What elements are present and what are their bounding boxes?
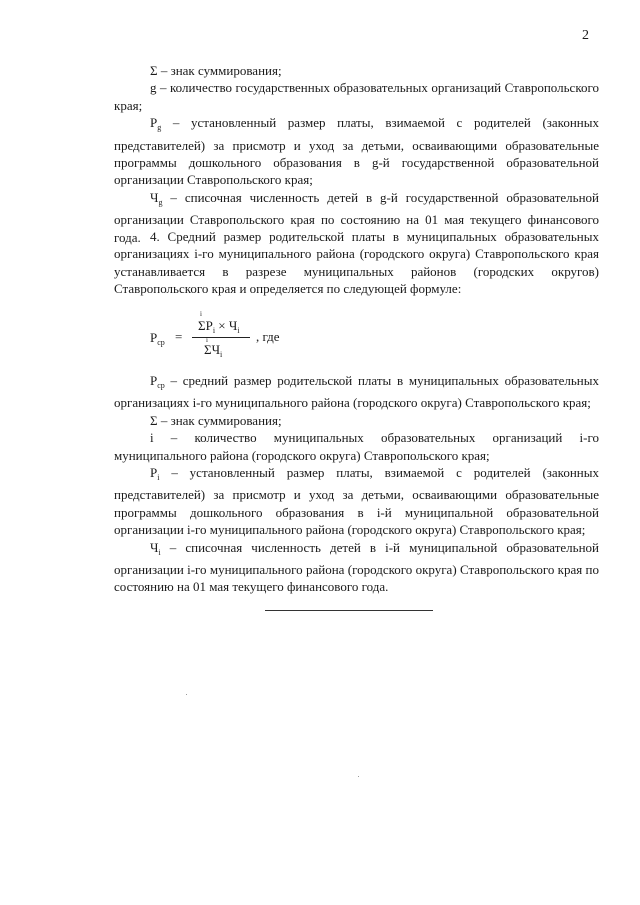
formula-equals: = xyxy=(175,329,183,344)
formula xyxy=(150,310,350,360)
page-number: 2 xyxy=(582,28,589,43)
def-g: g – количество государственных образовательных организаций Ставропольского края; xyxy=(114,80,599,113)
scan-speck xyxy=(358,776,359,777)
def-chi: $Ч_i$ – списочная численность детей в i-й муниципальной образовательной организации i-го муниципального района (городского округа) Ставропольского края по состоянию на 01 мая текущего финансового года. xyxy=(114,539,599,595)
definitions-block-2 xyxy=(114,372,599,596)
scan-speck xyxy=(186,694,187,695)
def-pg: $P_g$ – установленный размер платы, взимаемой с родителей (законных представителей) за присмотр и уход за детьми, осваивающими образовательные программы дошкольного образования в g-й государственной образовательной организации Ставропольского края; xyxy=(114,115,599,188)
formula-den-sum-index: i xyxy=(206,336,208,344)
formula-suffix: , где xyxy=(256,329,280,344)
def-pcp: $P_{ср}$ – средний размер родительской платы в муниципальных образовательных организациях i-го муниципального района (городского округа) Ставропольского края; xyxy=(114,373,599,411)
end-rule xyxy=(265,610,433,611)
def-sum-2: Σ – знак суммирования; xyxy=(150,412,282,428)
def-chg: $Ч_g$ – списочная численность детей в g-й государственной образовательной организации Ставропольского края по состоянию на 01 мая текущего финансового года. xyxy=(114,189,599,245)
def-sum: Σ – знак суммирования; xyxy=(150,63,282,78)
def-pi: $P_i$ – установленный размер платы, взимаемой с родителей (законных представителей) за присмотр и уход за детьми, осваивающими образовательные программы дошкольного образования в i-й муниципальной образовательной организации i-го муниципального района (городского округа) Ставропольского края; xyxy=(114,465,599,538)
paragraph-4-text: 4. Средний размер родительской платы в муниципальных образовательных организациях i-го муниципального района (городского округа) Ставропольского края устанавливается в разрезе муниципальных районов (городских округов) Ставропольского края и определяется по следующей формуле: xyxy=(114,229,599,297)
formula-lhs: $P_{ср}$ xyxy=(150,330,165,347)
paragraph-4 xyxy=(114,228,599,298)
formula-num-sum-index: i xyxy=(200,310,202,318)
definitions-block-1 xyxy=(114,62,599,246)
def-i: i – количество муниципальных образовательных организаций i-го муниципального района (городского округа) Ставропольского края; xyxy=(114,430,599,463)
formula-denominator: $\Sigma Ч_i$ xyxy=(204,342,223,359)
fraction-bar xyxy=(192,337,250,338)
formula-numerator: $\Sigma P_i \times Ч_i$ xyxy=(198,318,240,335)
